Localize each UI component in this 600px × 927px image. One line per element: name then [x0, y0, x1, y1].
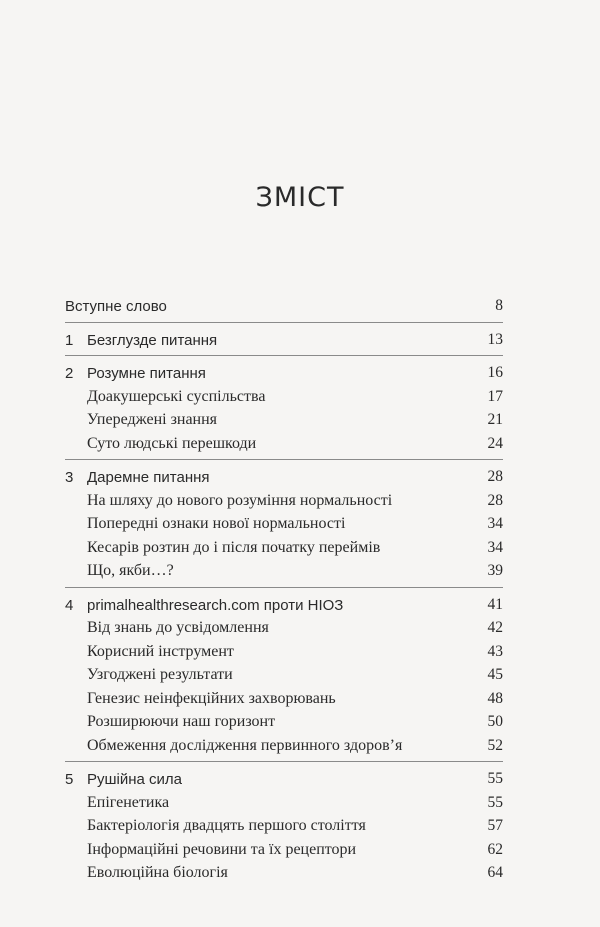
toc-subsection-label: Що, якби…? — [87, 562, 174, 579]
toc-subsection-label: Попередні ознаки нової нормальності — [87, 515, 346, 532]
toc-chapter-row[interactable] — [65, 769, 503, 793]
toc-divider — [65, 355, 503, 356]
toc-subsection-row[interactable] — [65, 642, 503, 666]
toc-subsection-label: Обмеження дослідження первинного здоров’я — [87, 736, 403, 754]
toc-chapter-number: 4 — [65, 596, 74, 614]
toc-subsection-label: Епігенетика — [87, 793, 170, 811]
toc-chapter-label: Розумне питання — [87, 365, 206, 382]
toc-intro-page: 8 — [495, 297, 503, 314]
toc-subsection-label: На шляху до нового розуміння нормальності — [87, 491, 393, 509]
toc-subsection-label: Бактеріологія двадцять першого століття — [87, 817, 366, 834]
toc-subsection-row[interactable] — [65, 840, 503, 864]
toc-chapter-row[interactable] — [65, 330, 503, 354]
toc-chapter-number: 5 — [65, 771, 74, 788]
toc-chapter-row[interactable] — [65, 363, 503, 387]
toc-subsection-label: Корисний інструмент — [87, 642, 234, 660]
toc-subsection-page: 28 — [487, 491, 503, 509]
toc-chapter-page: 13 — [487, 330, 503, 348]
toc-subsection-page: 45 — [487, 666, 503, 683]
toc-chapter-page: 28 — [487, 468, 503, 485]
toc-subsection-row[interactable] — [65, 410, 503, 434]
toc-divider — [65, 459, 503, 460]
toc-subsection-page: 42 — [487, 619, 503, 636]
toc-subsection-row[interactable] — [65, 816, 503, 840]
toc-subsection-page: 50 — [487, 713, 503, 730]
toc-subsection-label: Упереджені знання — [87, 411, 218, 428]
toc-chapters — [65, 330, 503, 887]
toc-subsection-label: Генезис неінфекційних захворювань — [87, 689, 336, 707]
toc-subsection-row[interactable] — [65, 689, 503, 713]
toc-subsection-row[interactable] — [65, 863, 503, 887]
toc-chapter-row[interactable] — [65, 595, 503, 619]
toc-chapter-page: 41 — [487, 595, 503, 613]
toc-divider — [65, 587, 503, 588]
toc-subsection-label: Від знань до усвідомлення — [87, 619, 269, 636]
toc-subsection-page: 62 — [487, 840, 503, 858]
toc-chapter-label: Рушійна сила — [87, 771, 183, 788]
toc-subsection-row[interactable] — [65, 538, 503, 562]
toc-subsection-row[interactable] — [65, 387, 503, 411]
page-title: ЗМІСТ — [255, 182, 345, 213]
toc-divider — [65, 322, 503, 323]
toc-chapter-number: 1 — [65, 331, 74, 349]
toc-subsection-row[interactable] — [65, 491, 503, 515]
toc-chapter-number: 3 — [65, 469, 74, 486]
table-of-contents — [65, 296, 503, 887]
toc-subsection-page: 39 — [487, 562, 503, 579]
toc-chapter-label: Безглузде питання — [87, 331, 218, 349]
toc-subsection-label: Розширюючи наш горизонт — [87, 713, 276, 730]
toc-chapter-page: 16 — [487, 364, 503, 381]
toc-subsection-row[interactable] — [65, 712, 503, 736]
toc-subsection-page: 55 — [487, 793, 503, 811]
toc-subsection-label: Кесарів розтин до і після початку переймів — [87, 538, 381, 556]
toc-subsection-page: 48 — [487, 689, 503, 707]
toc-intro-row[interactable] — [65, 296, 503, 320]
toc-subsection-row[interactable] — [65, 514, 503, 538]
toc-subsection-row[interactable] — [65, 561, 503, 585]
toc-subsection-row[interactable] — [65, 736, 503, 760]
toc-subsection-label: Інформаційні речовини та їх рецептори — [87, 840, 357, 858]
toc-intro-label: Вступне слово — [65, 298, 167, 315]
toc-subsection-page: 34 — [487, 515, 503, 532]
toc-subsection-page: 24 — [487, 434, 503, 452]
toc-subsection-row[interactable] — [65, 434, 503, 458]
toc-subsection-page: 52 — [487, 736, 503, 754]
toc-chapter-number: 2 — [65, 365, 74, 382]
toc-subsection-label: Еволюційна біологія — [87, 864, 228, 881]
toc-subsection-row[interactable] — [65, 665, 503, 689]
toc-chapter-label: Даремне питання — [87, 469, 210, 486]
toc-subsection-label: Узгоджені результати — [87, 666, 233, 683]
toc-subsection-page: 21 — [487, 411, 503, 428]
toc-subsection-page: 43 — [487, 642, 503, 660]
toc-chapter-row[interactable] — [65, 467, 503, 491]
toc-subsection-label: Доакушерські суспільства — [87, 387, 266, 405]
toc-subsection-row[interactable] — [65, 793, 503, 817]
toc-subsection-page: 17 — [487, 387, 503, 405]
toc-subsection-row[interactable] — [65, 618, 503, 642]
toc-subsection-label: Суто людські перешкоди — [87, 434, 257, 452]
toc-chapter-page: 55 — [487, 770, 503, 787]
toc-chapter-label: primalhealthresearch.com проти НІОЗ — [87, 596, 344, 614]
toc-subsection-page: 34 — [487, 538, 503, 556]
toc-subsection-page: 64 — [487, 864, 503, 881]
toc-divider — [65, 761, 503, 762]
toc-subsection-page: 57 — [487, 817, 503, 834]
